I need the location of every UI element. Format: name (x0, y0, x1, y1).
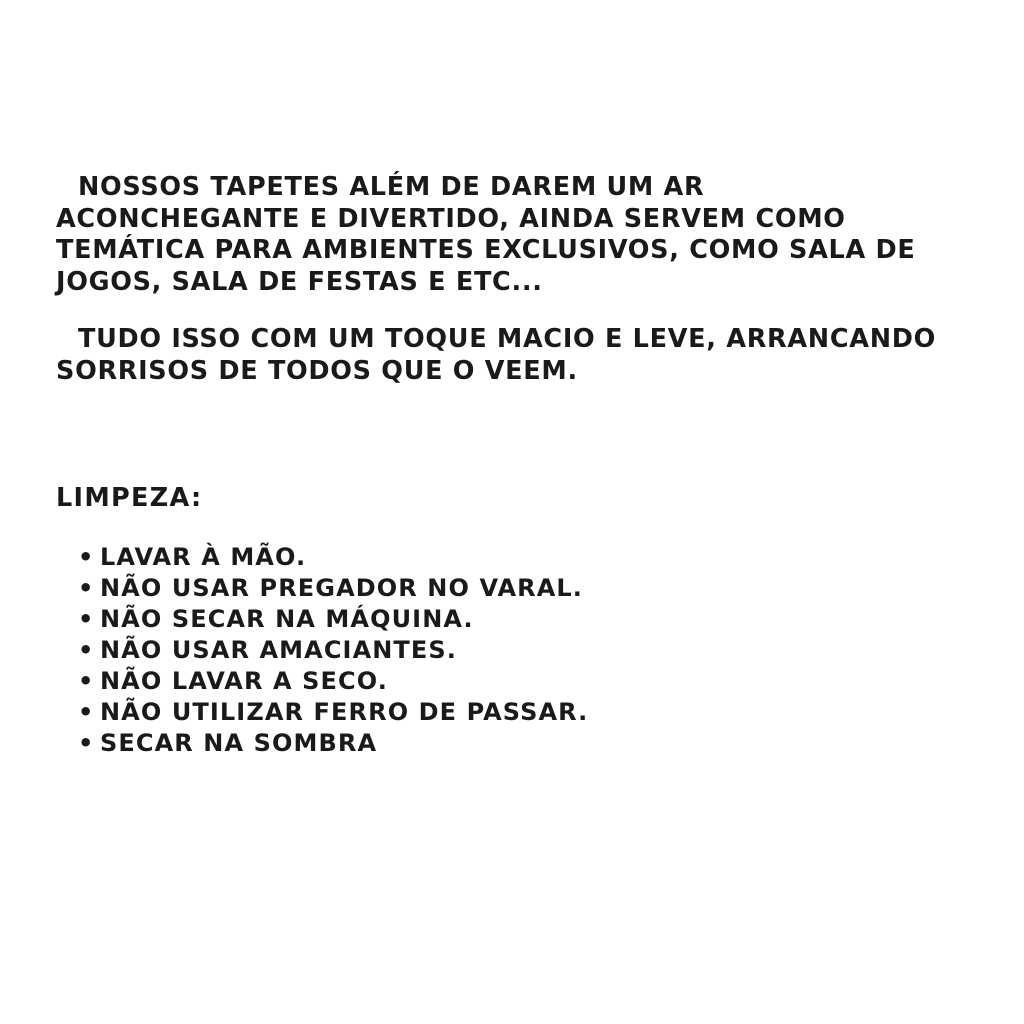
bullet-icon: • (78, 729, 95, 757)
list-item-label: NÃO USAR PREGADOR NO VARAL. (100, 574, 584, 602)
bullet-icon: • (78, 667, 95, 695)
bullet-icon: • (78, 636, 95, 664)
list-item (56, 635, 956, 666)
list-item-label: NÃO LAVAR A SECO. (100, 667, 388, 695)
list-item-label: NÃO USAR AMACIANTES. (100, 636, 458, 664)
list-item (56, 728, 956, 759)
list-item-label: LAVAR À MÃO. (100, 543, 307, 571)
description-content (56, 172, 956, 759)
list-item-label: SECAR NA SOMBRA (100, 729, 378, 757)
list-item (56, 573, 956, 604)
list-item-label: NÃO UTILIZAR FERRO DE PASSAR. (100, 698, 589, 726)
list-item (56, 697, 956, 728)
list-item (56, 666, 956, 697)
bullet-icon: • (78, 605, 95, 633)
bullet-icon: • (78, 543, 95, 571)
section-spacer (56, 387, 956, 483)
list-item-label: NÃO SECAR NA MÁQUINA. (100, 605, 474, 633)
care-instructions-list (56, 542, 956, 759)
description-paragraph-1: NOSSOS TAPETES ALÉM DE DAREM UM AR ACONCHEGANTE E DIVERTIDO, AINDA SERVEM COMO TEMÁTICA PARA AMBIENTES EXCLUSIVOS, COMO SALA DE JOGOS, SALA DE FESTAS E ETC... (56, 172, 916, 297)
description-paragraph-2: TUDO ISSO COM UM TOQUE MACIO E LEVE, ARRANCANDO SORRISOS DE TODOS QUE O VEEM. (56, 324, 936, 386)
list-item (56, 604, 956, 635)
bullet-icon: • (78, 698, 95, 726)
care-section-title: LIMPEZA: (56, 483, 203, 513)
list-item (56, 542, 956, 573)
bullet-icon: • (78, 574, 95, 602)
